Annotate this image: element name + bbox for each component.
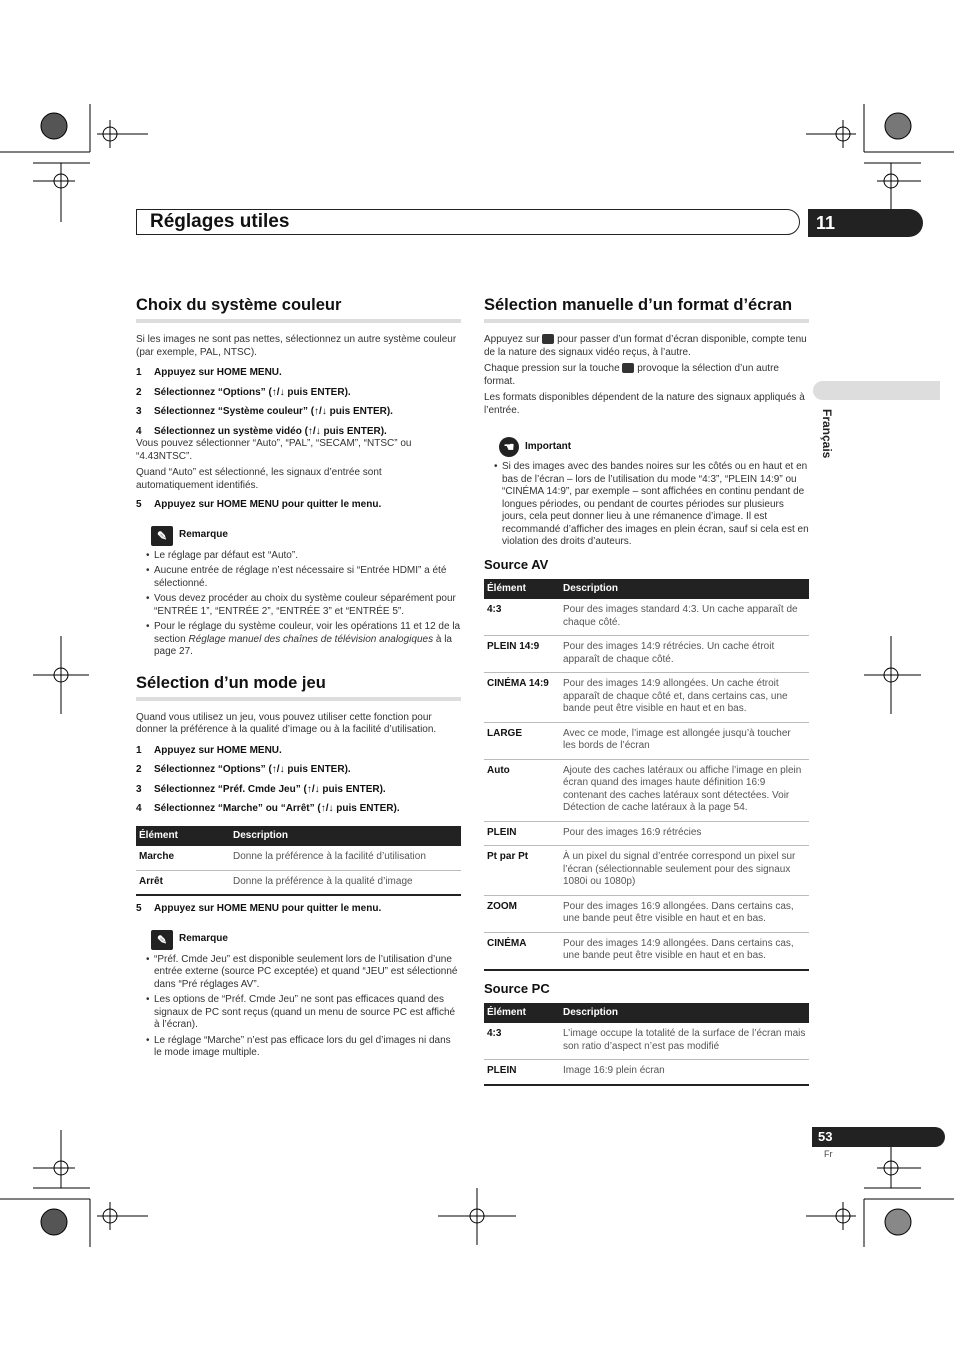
table-row: LARGE Avec ce mode, l’image est allongée jusqu’à toucher les bords de l’écran [484,722,809,759]
game-mode-table: Élément Description Marche Donne la préférence à la facilité d’utilisation Arrêt Donne la préférence à la qualité d’image [136,826,461,897]
table-row: Arrêt Donne la préférence à la qualité d’image [136,870,461,895]
list-item: • Le réglage par défaut est “Auto”. [154,550,461,563]
page-number: 53 [812,1127,945,1147]
section-title-color-system: Choix du système couleur [136,295,461,323]
list-item: • Pour le réglage du système couleur, voir les opérations 11 et 12 de la section Réglage manuel des chaînes de télévision analogiques à la page 27. [154,621,461,659]
important-list [484,461,809,549]
table-row: 4:3 Pour des images standard 4:3. Un cache apparaît de chaque côté. [484,599,809,636]
section-title-game-mode: Sélection d’un mode jeu [136,673,461,701]
note-heading: ✎ Remarque [151,526,461,546]
step: 2 Sélectionnez “Options” (↑/↓ puis ENTER). [136,386,351,398]
step: 3 Sélectionnez “Préf. Cmde Jeu” (↑/↓ puis ENTER). [136,783,386,795]
step: 4 Sélectionnez un système vidéo (↑/↓ puis ENTER). [136,425,387,437]
hand-icon: ☚ [499,437,519,457]
screen-size-button-icon [542,334,554,344]
list-item: • Les options de “Préf. Cmde Jeu” ne sont pas efficaces quand des signaux de PC sont reçus (quand un menu de source PC est affiché à l’écran). [154,994,461,1032]
list-item: • “Préf. Cmde Jeu” est disponible seulement lors de l’utilisation d’une entrée externe (source PC exceptée) et quand “JEU” est sélectionné dans “Pré réglages AV”. [154,954,461,992]
paragraph: Quand vous utilisez un jeu, vous pouvez utiliser cette fonction pour donner la préférence à la qualité d’image ou à la facilité d’utilisation. [136,711,437,735]
step: 3 Sélectionnez “Système couleur” (↑/↓ puis ENTER). [136,406,393,417]
left-column [136,295,461,1063]
page-title: Réglages utiles [150,211,290,232]
screen-size-button-icon [622,363,634,373]
paragraph: Appuyez sur pour passer d’un format d’écran disponible, compte tenu de la nature des signaux vidéo reçus, à l’autre. [484,334,807,358]
source-av-table: Élément Description 4:3 Pour des images standard 4:3. Un cache apparaît de chaque côté. PLEIN 14:9 Pour des images 14:9 rétrécies. Un cache étroit apparaît de chaque côté. CINÉMA 14:9 Pour des images 14:9 allongées. Un cache étroit apparaît de chaque côté et, dans certains cas, une bande peut être visible en haut et en bas. LARGE Avec ce mode, l’image est allongée jusqu’à toucher les bords de l’écran Auto Ajoute des caches latéraux ou affiche l’image en plein écran quand des images haute définition 16:9 contenant des caches latéraux sont détectées. Voir Détection de cache latéraux à la page 54. PLEIN Pour des images 16:9 rétrécies Pt par Pt À un pixel du signal d’entrée correspond un pixel sur l’écran (sélectionnable seulement pour des signaux 1080i ou 1080p) ZOOM Pour des images 16:9 allongées. Dans certains cas, une bande peut être visible en haut et en bas. CINÉMA Pour des images 14:9 allongées. Dans certains cas, une bande peut être visible en haut et en bas. [484,579,809,971]
pencil-icon: ✎ [151,930,173,950]
step: 1 Appuyez sur HOME MENU. [136,367,282,378]
source-pc-table: Élément Description 4:3 L’image occupe la totalité de la surface de l’écran mais son ratio d’aspect n’est pas modifié PLEIN Image 16:9 plein écran [484,1003,809,1086]
step: 4 Sélectionnez “Marche” ou “Arrêt” (↑/↓ puis ENTER). [136,803,400,814]
paragraph: Vous pouvez sélectionner “Auto”, “PAL”, “SECAM”, “NTSC” ou “4.43NTSC”. [136,438,412,462]
table-row: CINÉMA Pour des images 14:9 allongées. Dans certains cas, une bande peut être visible en haut et en bas. [484,932,809,970]
paragraph: Quand “Auto” est sélectionné, les signaux d’entrée sont automatiquement identifiés. [136,467,382,491]
note-list [136,550,461,659]
table-row: PLEIN Image 16:9 plein écran [484,1060,809,1085]
list-item: • Vous devez procéder au choix du système couleur séparément pour “ENTRÉE 1”, “ENTRÉE 2”, “ENTRÉE 3” et “ENTRÉE 5”. [154,593,461,618]
table-row: 4:3 L’image occupe la totalité de la surface de l’écran mais son ratio d’aspect n’est pas modifié [484,1023,809,1060]
note-list [136,954,461,1060]
note-heading: ✎ Remarque [151,930,461,950]
chapter-number: 11 [808,209,923,237]
section-title-screen-format: Sélection manuelle d’un format d’écran [484,295,809,323]
table-row: PLEIN 14:9 Pour des images 14:9 rétrécies. Un cache étroit apparaît de chaque côté. [484,636,809,673]
table-row: Auto Ajoute des caches latéraux ou affiche l’image en plein écran quand des images haute définition 16:9 contenant des caches latéraux sont détectées. Voir Détection de cache latéraux à la page 54. [484,759,809,821]
important-heading: ☚ Important [499,437,809,457]
list-item: • Le réglage “Marche” n’est pas efficace lors du gel d’images ni dans le mode image multiple. [154,1035,461,1060]
step: 1 Appuyez sur HOME MENU. [136,744,282,756]
table-row: PLEIN Pour des images 16:9 rétrécies [484,821,809,846]
pencil-icon: ✎ [151,526,173,546]
paragraph: Les formats disponibles dépendent de la nature des signaux appliqués à l’entrée. [484,392,805,416]
list-item: • Aucune entrée de réglage n’est nécessaire si “Entrée HDMI” a été sélectionné. [154,565,461,590]
right-column [484,295,809,1086]
step: 2 Sélectionnez “Options” (↑/↓ puis ENTER). [136,764,351,775]
step: 5 Appuyez sur HOME MENU pour quitter le menu. [136,499,382,510]
paragraph: Chaque pression sur la touche provoque la sélection d’un autre format. [484,363,779,387]
table-row: ZOOM Pour des images 16:9 allongées. Dans certains cas, une bande peut être visible en haut et en bas. [484,895,809,932]
subsection-title-source-av: Source AV [484,556,549,572]
table-row: Pt par Pt À un pixel du signal d’entrée correspond un pixel sur l’écran (sélectionnable seulement pour des signaux 1080i ou 1080p) [484,846,809,896]
step: 5 Appuyez sur HOME MENU pour quitter le menu. [136,903,382,914]
subsection-title-source-pc: Source PC [484,980,550,996]
paragraph: Si les images ne sont pas nettes, sélectionnez un autre système couleur (par exemple, PAL, NTSC). [136,334,457,358]
language-tab [813,381,940,400]
table-row: CINÉMA 14:9 Pour des images 14:9 allongées. Un cache étroit apparaît de chaque côté et, dans certains cas, une bande peut être visible en haut et en bas. [484,673,809,723]
list-item: • Si des images avec des bandes noires sur les côtés ou en haut et en bas de l’écran – lors de l’utilisation du mode “4:3”, “PLEIN 14:9” ou “CINÉMA 14:9”, par exemple – sont affichées en continu pendant de longues périodes, ou pendant de courtes périodes sur plusieurs jours, cela peut donner lieu à une rémanence d’image. Il est recommandé d’afficher des images en plein écran, sauf si cela est en violation des droits d’auteurs. [502,461,809,549]
page-language: Fr [824,1149,833,1159]
language-label: Français [820,409,834,459]
table-row: Marche Donne la préférence à la facilité d’utilisation [136,846,461,870]
